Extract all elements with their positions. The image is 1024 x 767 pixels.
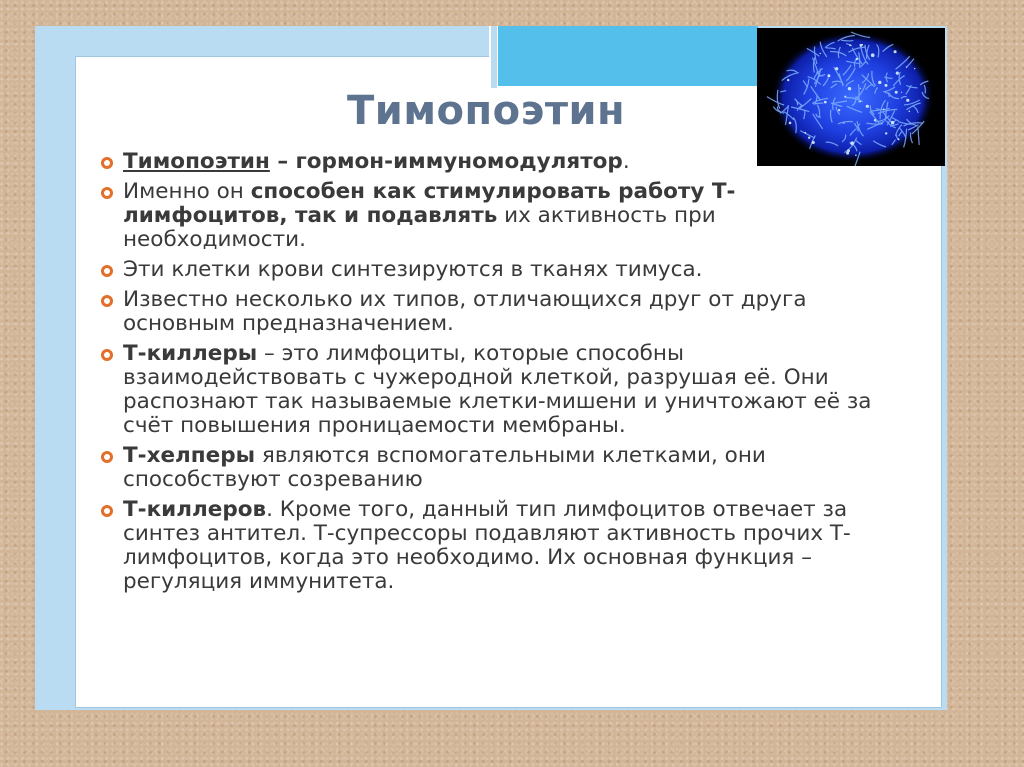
text: являются вспомогательными клетками, они способствуют созреванию [123, 443, 766, 492]
term: Т-хелперы [123, 443, 256, 468]
term: Тимопоэтин [123, 149, 270, 174]
list-item [99, 288, 879, 336]
text: – это лимфоциты, которые способны взаимодействовать с чужеродной клеткой, разрушая её. Они распознают так называемые клетки-мишени и уничтожают её за счёт повышения проницаемости мембраны. [123, 341, 872, 438]
text: . Кроме того, данный тип лимфоцитов отвечает за синтез антител. Т-супрессоры подавляют активность прочих Т-лимфоцитов, когда это необходимо. Их основная функция – регуляция иммунитета. [123, 497, 851, 594]
orange-ring-bullet-icon [101, 265, 113, 277]
text: их активность при необходимости. [123, 203, 716, 252]
list-item [99, 180, 879, 252]
list-item [99, 150, 879, 174]
lymphocyte-image [757, 28, 945, 166]
orange-ring-bullet-icon [101, 451, 113, 463]
list-item [99, 342, 879, 438]
list-item [99, 258, 879, 282]
text: Именно он [123, 179, 251, 204]
punct: . [622, 149, 630, 174]
orange-ring-bullet-icon [101, 157, 113, 169]
definition: – гормон-иммуномодулятор [269, 149, 623, 174]
list-item [99, 498, 879, 594]
bullet-list [99, 150, 879, 600]
orange-ring-bullet-icon [101, 349, 113, 361]
orange-ring-bullet-icon [101, 187, 113, 199]
slide-title: Тимопоэтин [347, 88, 626, 134]
accent-bar [498, 26, 758, 86]
orange-ring-bullet-icon [101, 505, 113, 517]
term: Т-киллеры [123, 341, 258, 366]
text: Известно несколько их типов, отличающихся друг от друга основным предназначением. [123, 287, 807, 336]
orange-ring-bullet-icon [101, 295, 113, 307]
text: Эти клетки крови синтезируются в тканях тимуса. [123, 257, 703, 282]
list-item [99, 444, 879, 492]
term: Т-киллеров [123, 497, 267, 522]
emphasis: способен как стимулировать работу Т-лимфоцитов, так и подавлять [123, 179, 736, 228]
